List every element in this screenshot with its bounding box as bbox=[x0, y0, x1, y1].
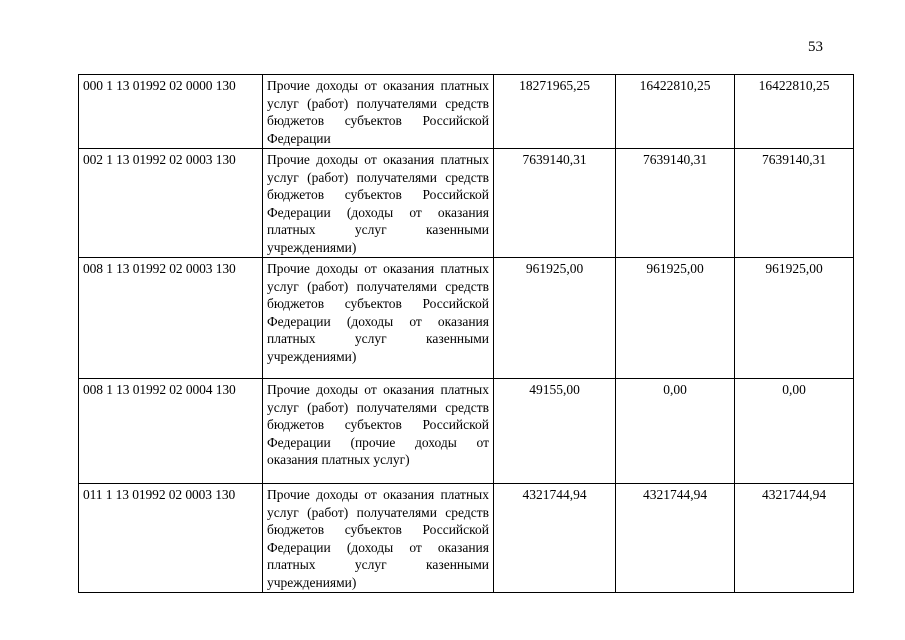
amount-year-1-cell: 7639140,31 bbox=[494, 149, 616, 258]
budget-revenue-table bbox=[78, 74, 854, 593]
revenue-name-cell: Прочие доходы от оказания платных услуг (работ) получателями средств бюджетов субъектов Российской Федерации (прочие доходы от оказания платных услуг) bbox=[263, 379, 494, 484]
table-row bbox=[79, 484, 854, 593]
revenue-code-cell: 011 1 13 01992 02 0003 130 bbox=[79, 484, 263, 593]
amount-year-3-cell: 0,00 bbox=[735, 379, 854, 484]
revenue-code-cell: 008 1 13 01992 02 0003 130 bbox=[79, 258, 263, 379]
table-row bbox=[79, 379, 854, 484]
amount-year-1-cell: 18271965,25 bbox=[494, 75, 616, 149]
revenue-name-cell: Прочие доходы от оказания платных услуг (работ) получателями средств бюджетов субъектов Российской Федерации (доходы от оказания платных услуг казенными учреждениями) bbox=[263, 149, 494, 258]
amount-year-3-cell: 16422810,25 bbox=[735, 75, 854, 149]
amount-year-3-cell: 7639140,31 bbox=[735, 149, 854, 258]
amount-year-2-cell: 4321744,94 bbox=[616, 484, 735, 593]
revenue-code-cell: 002 1 13 01992 02 0003 130 bbox=[79, 149, 263, 258]
amount-year-2-cell: 961925,00 bbox=[616, 258, 735, 379]
amount-year-3-cell: 961925,00 bbox=[735, 258, 854, 379]
table-row bbox=[79, 258, 854, 379]
revenue-name-cell: Прочие доходы от оказания платных услуг (работ) получателями средств бюджетов субъектов Российской Федерации bbox=[263, 75, 494, 149]
amount-year-2-cell: 16422810,25 bbox=[616, 75, 735, 149]
revenue-name-cell: Прочие доходы от оказания платных услуг (работ) получателями средств бюджетов субъектов Российской Федерации (доходы от оказания платных услуг казенными учреждениями) bbox=[263, 258, 494, 379]
table-row bbox=[79, 149, 854, 258]
amount-year-1-cell: 961925,00 bbox=[494, 258, 616, 379]
amount-year-2-cell: 7639140,31 bbox=[616, 149, 735, 258]
amount-year-1-cell: 4321744,94 bbox=[494, 484, 616, 593]
revenue-code-cell: 008 1 13 01992 02 0004 130 bbox=[79, 379, 263, 484]
amount-year-3-cell: 4321744,94 bbox=[735, 484, 854, 593]
revenue-code-cell: 000 1 13 01992 02 0000 130 bbox=[79, 75, 263, 149]
amount-year-2-cell: 0,00 bbox=[616, 379, 735, 484]
table-row bbox=[79, 75, 854, 149]
revenue-name-cell: Прочие доходы от оказания платных услуг (работ) получателями средств бюджетов субъектов Российской Федерации (доходы от оказания платных услуг казенными учреждениями) bbox=[263, 484, 494, 593]
amount-year-1-cell: 49155,00 bbox=[494, 379, 616, 484]
page-number: 53 bbox=[808, 39, 823, 55]
